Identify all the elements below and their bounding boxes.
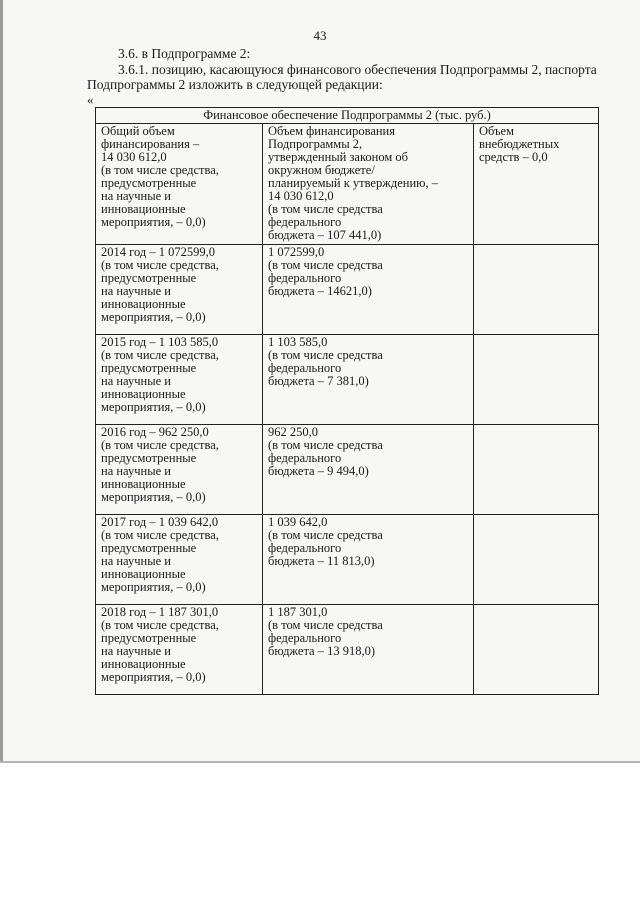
year-total-text: 2014 год – 1 072599,0 (в том числе средства, предусмотренные на научные и инновационные мероприятия, – 0,0) — [101, 245, 219, 324]
section-heading: 3.6. в Подпрограмме 2: — [118, 46, 251, 61]
table-cell — [474, 425, 599, 515]
table-cell — [96, 515, 263, 605]
extrabudgetary-text: Объем внебюджетных средств – 0,0 — [479, 124, 560, 164]
year-total-text: 2015 год – 1 103 585,0 (в том числе средства, предусмотренные на научные и инновационные мероприятия, – 0,0) — [101, 335, 219, 414]
year-budget-text: 1 039 642,0 (в том числе средства федерального бюджета – 11 813,0) — [268, 515, 383, 568]
table-cell — [96, 605, 263, 695]
table-cell — [474, 124, 599, 245]
table-header-row — [96, 124, 599, 245]
table-row — [96, 515, 599, 605]
table-cell — [263, 245, 474, 335]
year-budget-text: 962 250,0 (в том числе средства федерального бюджета – 9 494,0) — [268, 425, 383, 478]
table-cell — [96, 425, 263, 515]
subprogram-financing-text: Объем финансирования Подпрограммы 2, утвержденный законом об окружном бюджете/ планируемый к утверждению, – 14 030 612,0 (в том числе средства федерального бюджета – 107 441,0) — [268, 124, 438, 242]
table-row — [96, 605, 599, 695]
table-row — [96, 335, 599, 425]
table-cell — [474, 335, 599, 425]
table-row — [96, 245, 599, 335]
section-paragraph: 3.6.1. позицию, касающуюся финансового обеспечения Подпрограммы 2, паспорта Подпрограммы 2 изложить в следующей редакции: — [87, 62, 597, 92]
table-row — [96, 425, 599, 515]
table-cell — [263, 335, 474, 425]
table-caption: Финансовое обеспечение Подпрограммы 2 (тыс. руб.) — [96, 108, 599, 124]
year-total-text: 2017 год – 1 039 642,0 (в том числе средства, предусмотренные на научные и инновационные мероприятия, – 0,0) — [101, 515, 219, 594]
year-budget-text: 1 072599,0 (в том числе средства федерального бюджета – 14621,0) — [268, 245, 383, 298]
year-total-text: 2018 год – 1 187 301,0 (в том числе средства, предусмотренные на научные и инновационные мероприятия, – 0,0) — [101, 605, 219, 684]
table-cell — [96, 124, 263, 245]
table-cell — [474, 515, 599, 605]
table-cell — [263, 425, 474, 515]
table-cell — [474, 605, 599, 695]
table-cell — [474, 245, 599, 335]
year-budget-text: 1 187 301,0 (в том числе средства федерального бюджета – 13 918,0) — [268, 605, 383, 658]
page-number: 43 — [313, 28, 327, 43]
table-cell — [263, 605, 474, 695]
table-cell — [96, 245, 263, 335]
scan-left-edge — [0, 0, 3, 762]
open-quote: « — [87, 92, 94, 107]
table-cell — [96, 335, 263, 425]
table-cell — [263, 515, 474, 605]
year-budget-text: 1 103 585,0 (в том числе средства федерального бюджета – 7 381,0) — [268, 335, 383, 388]
scan-bottom-edge — [0, 761, 640, 763]
total-financing-text: Общий объем финансирования – 14 030 612,0 (в том числе средства, предусмотренные на научные и инновационные мероприятия, – 0,0) — [101, 124, 219, 229]
financing-table — [95, 107, 599, 695]
table-cell — [263, 124, 474, 245]
year-total-text: 2016 год – 962 250,0 (в том числе средства, предусмотренные на научные и инновационные мероприятия, – 0,0) — [101, 425, 219, 504]
